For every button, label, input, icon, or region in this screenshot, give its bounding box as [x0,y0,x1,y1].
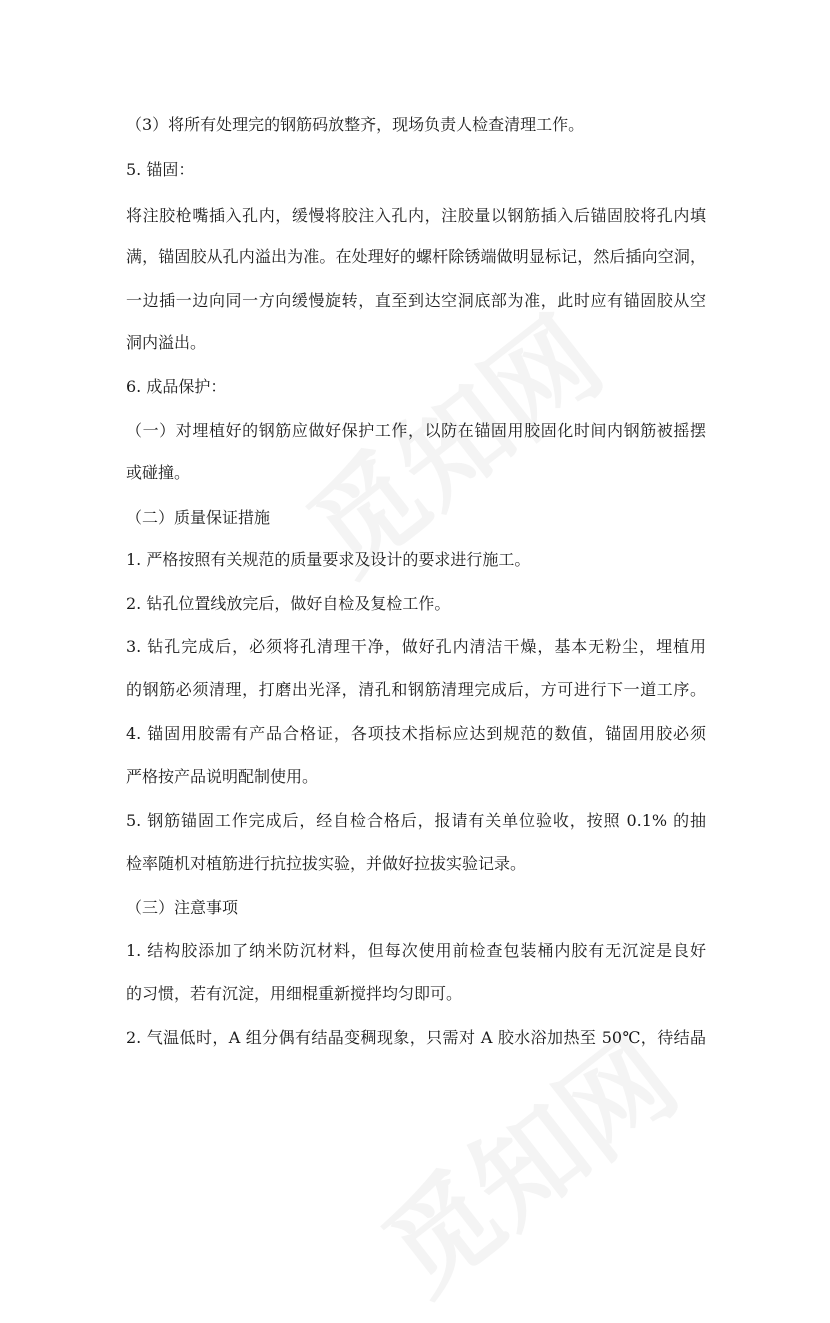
list-item-1: 1. 严格按照有关规范的质量要求及设计的要求进行施工。 [126,550,531,569]
paragraph-line-1: （3）将所有处理完的钢筋码放整齐，现场负责人检查清理工作。 [126,115,585,134]
paragraph-line-6: 洞内溢出。 [126,333,207,352]
paragraph-line-3: 将注胶枪嘴插入孔内，缓慢将胶注入孔内，注胶量以钢筋插入后锚固胶将孔内填 [126,206,706,225]
list-item-4-line-1: 4. 锚固用胶需有产品合格证，各项技术指标应达到规范的数值，锚固用胶必须 [126,724,706,743]
section-heading-anchoring: 5. 锚固： [126,160,195,179]
paragraph-line-5: 一边插一边向同一方向缓慢旋转，直至到达空洞底部为准，此时应有锚固胶从空 [126,291,706,310]
paragraph-line-4: 满，锚固胶从孔内溢出为准。在处理好的螺杆除锈端做明显标记，然后插向空洞， [126,247,706,266]
paragraph-line-8: （一）对埋植好的钢筋应做好保护工作，以防在锚固用胶固化时间内钢筋被摇摆 [126,421,706,440]
list-item-3-line-2: 的钢筋必须清理，打磨出光泽，清孔和钢筋清理完成后，方可进行下一道工序。 [126,680,706,699]
paragraph-line-9: 或碰撞。 [126,463,191,482]
list-item-4-line-2: 严格按产品说明配制使用。 [126,767,319,786]
list-item-5-line-2: 检率随机对植筋进行抗拉拔实验，并做好拉拔实验记录。 [126,854,527,873]
section-heading-protection: 6. 成品保护： [126,377,227,396]
list-item-2: 2. 钻孔位置线放完后，做好自检及复检工作。 [126,594,451,613]
list-item-3-line-1: 3. 钻孔完成后，必须将孔清理干净，做好孔内清洁干燥，基本无粉尘，埋植用 [126,637,706,656]
note-item-1-line-1: 1. 结构胶添加了纳米防沉材料，但每次使用前检查包装桶内胶有无沉淀是良好 [126,941,706,960]
section-heading-quality: （二）质量保证措施 [126,508,271,527]
section-heading-notes: （三）注意事项 [126,898,239,917]
note-item-1-line-2: 的习惯，若有沉淀，用细棍重新搅拌均匀即可。 [126,984,463,1003]
list-item-5-line-1: 5. 钢筋锚固工作完成后，经自检合格后，报请有关单位验收，按照 0.1% 的抽 [126,811,706,830]
note-item-2-line-1: 2. 气温低时，A 组分偶有结晶变稠现象，只需对 A 胶水浴加热至 50℃，待结晶 [126,1028,706,1047]
